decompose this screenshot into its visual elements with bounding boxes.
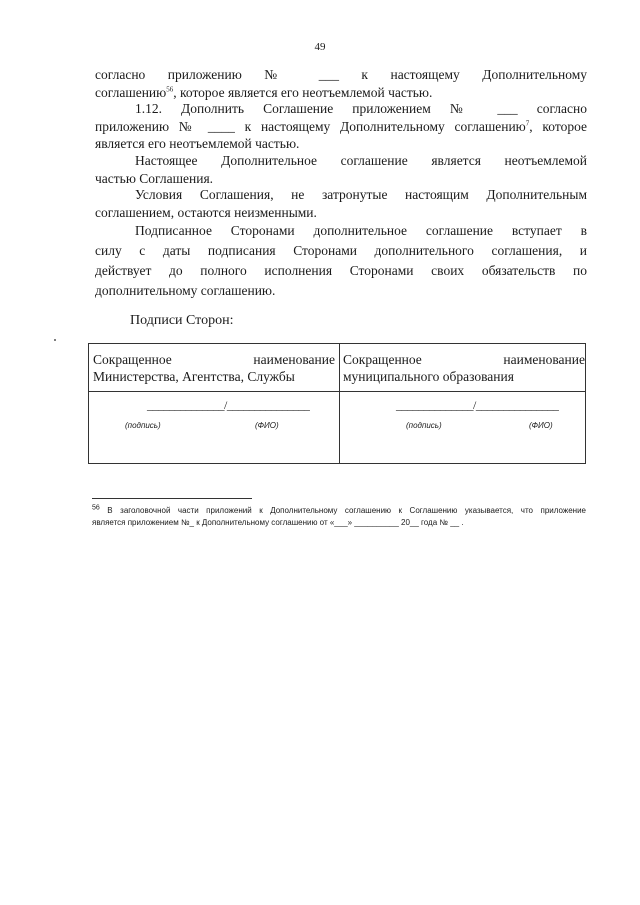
table-divider-vertical	[339, 344, 340, 463]
footnote-ref[interactable]: 56	[166, 85, 174, 93]
paragraph-line: Условия Соглашения, не затронутые настоящим Дополнительным	[135, 187, 587, 202]
footnote-marker: 56	[92, 504, 100, 512]
page-number: 49	[314, 41, 326, 53]
signature-table	[88, 343, 586, 464]
footnote-separator	[92, 498, 252, 499]
footnote-line: является приложением №_ к Дополнительному соглашению от «___» __________ 20__ года № __ .	[92, 518, 464, 527]
left-party-header	[93, 352, 335, 385]
paragraph-line: действует до полного исполнения Сторонами своих обязательств по	[95, 263, 587, 278]
text-run: , которое является его неотъемлемой частью.	[173, 84, 433, 100]
paragraph-line: соглашением, остаются неизменными.	[95, 204, 317, 220]
paragraph-2	[95, 100, 587, 153]
header-line: муниципального образования	[343, 368, 514, 384]
text-run: В заголовочной части приложений к Дополнительному соглашению к Соглашению указывается, что приложение	[99, 506, 586, 515]
right-party-header	[343, 352, 585, 385]
table-divider-horizontal	[89, 391, 585, 392]
paragraph-line: Настоящее Дополнительное соглашение является неотъемлемой	[135, 153, 587, 168]
header-line: Министерства, Агентства, Службы	[93, 368, 295, 384]
footnote	[92, 505, 586, 529]
paragraph-line: частью Соглашения.	[95, 170, 214, 186]
signatures-heading: Подписи Сторон:	[130, 313, 234, 328]
footnote-line	[92, 505, 586, 517]
paragraph-4	[95, 186, 587, 221]
right-signature-line[interactable]: ______________/_______________	[396, 398, 559, 412]
scan-artifact-dot	[54, 339, 56, 341]
paragraph-line	[95, 84, 587, 102]
paragraph-1	[95, 66, 587, 101]
text-run: , которое	[529, 118, 587, 134]
paragraph-line: силу с даты подписания Сторонами дополнительного соглашения, и	[95, 243, 587, 258]
footnote-ref[interactable]: 7	[525, 119, 530, 127]
left-name-caption: (ФИО)	[255, 421, 279, 430]
paragraph-line: 1.12. Дополнить Соглашение приложением № ___ согласно	[135, 101, 587, 116]
paragraph-line: согласно приложению № ___ к настоящему Дополнительному	[95, 67, 587, 82]
header-line: Сокращенное наименование	[93, 352, 335, 367]
right-name-caption: (ФИО)	[529, 421, 553, 430]
header-line: Сокращенное наименование	[343, 352, 585, 367]
paragraph-line: является его неотъемлемой частью.	[95, 136, 300, 151]
paragraph-line: Подписанное Сторонами дополнительное соглашение вступает в	[135, 223, 587, 238]
left-signature-caption: (подпись)	[125, 421, 161, 430]
text-run: соглашению	[95, 84, 167, 100]
paragraph-3	[95, 152, 587, 187]
right-signature-caption: (подпись)	[406, 421, 442, 430]
text-run: приложению № ____ к настоящему Дополнительному соглашению	[95, 118, 526, 134]
left-signature-line[interactable]: ______________/_______________	[147, 398, 310, 412]
paragraph-5	[95, 221, 587, 301]
paragraph-line: дополнительному соглашению.	[95, 283, 276, 298]
paragraph-line	[95, 118, 587, 136]
